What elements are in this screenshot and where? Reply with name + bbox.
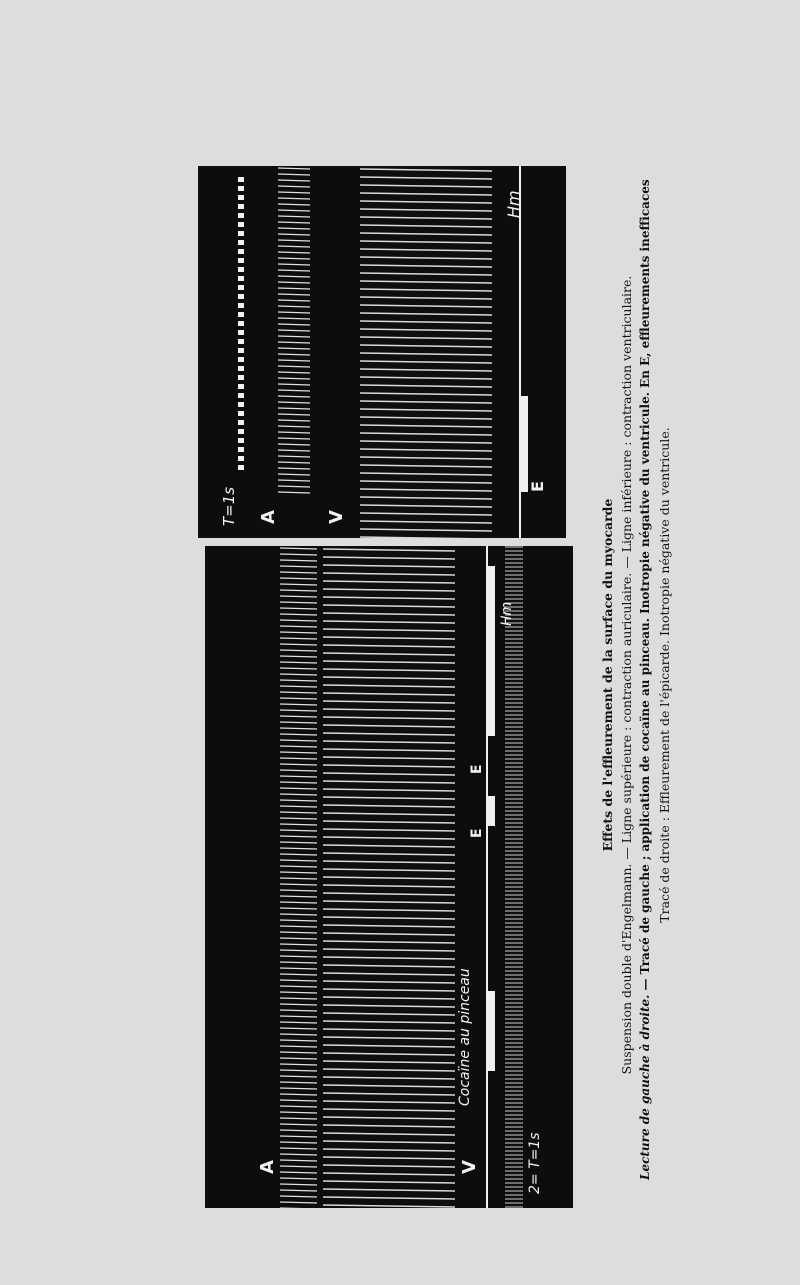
stimulus-marker-2	[487, 566, 495, 736]
left-time-scale: 2= T=1s	[527, 1132, 543, 1194]
left-trace-graphics	[205, 546, 573, 1208]
cocaine-marker	[487, 991, 495, 1071]
right-trace-panel	[198, 166, 566, 538]
caption-line-2	[636, 170, 655, 1180]
stimulus-marker	[520, 396, 528, 492]
caption-line-2-text: — Tracé de gauche ; application de cocaïne au pinceau. Inotropie négative du ventricule. En E, effleurements inefficaces	[638, 179, 652, 995]
figure-caption	[598, 170, 674, 1180]
right-trace-graphics	[198, 166, 566, 538]
right-e-marker: E	[528, 481, 547, 492]
left-e-marker-1: E	[469, 828, 485, 838]
right-time-scale: T=1s	[220, 486, 238, 526]
caption-line-1	[617, 170, 636, 1180]
right-ventricle-label: V	[326, 510, 347, 524]
caption-line-1-text: Suspension double d'Engelmann. — Ligne supérieure : contraction auriculaire. — Ligne inférieure : contraction ventriculaire.	[619, 275, 634, 1075]
left-signature: Hm	[499, 601, 515, 626]
left-e-marker-2: E	[469, 764, 485, 774]
cocaine-annotation: Cocaïne au pinceau	[457, 968, 473, 1106]
left-atrium-label: A	[257, 1160, 278, 1174]
caption-title	[598, 170, 617, 1180]
left-ventricle-label: V	[459, 1160, 480, 1174]
caption-title-text: Effets de l'effleurement de la surface du myocarde	[600, 498, 615, 852]
right-atrium-label: A	[258, 510, 279, 524]
left-trace-panel	[205, 546, 573, 1208]
ventricular-trace	[198, 166, 566, 538]
right-signature: Hm	[504, 190, 523, 218]
caption-line-3-text: Tracé de droite : Effleurement de l'épicarde. Inotropie négative du ventricule.	[657, 427, 672, 923]
time-marks	[205, 546, 573, 1208]
caption-reading-direction: Lecture de gauche à droite.	[638, 994, 652, 1180]
caption-line-3	[655, 170, 674, 1180]
stimulus-marker-1	[487, 796, 495, 826]
